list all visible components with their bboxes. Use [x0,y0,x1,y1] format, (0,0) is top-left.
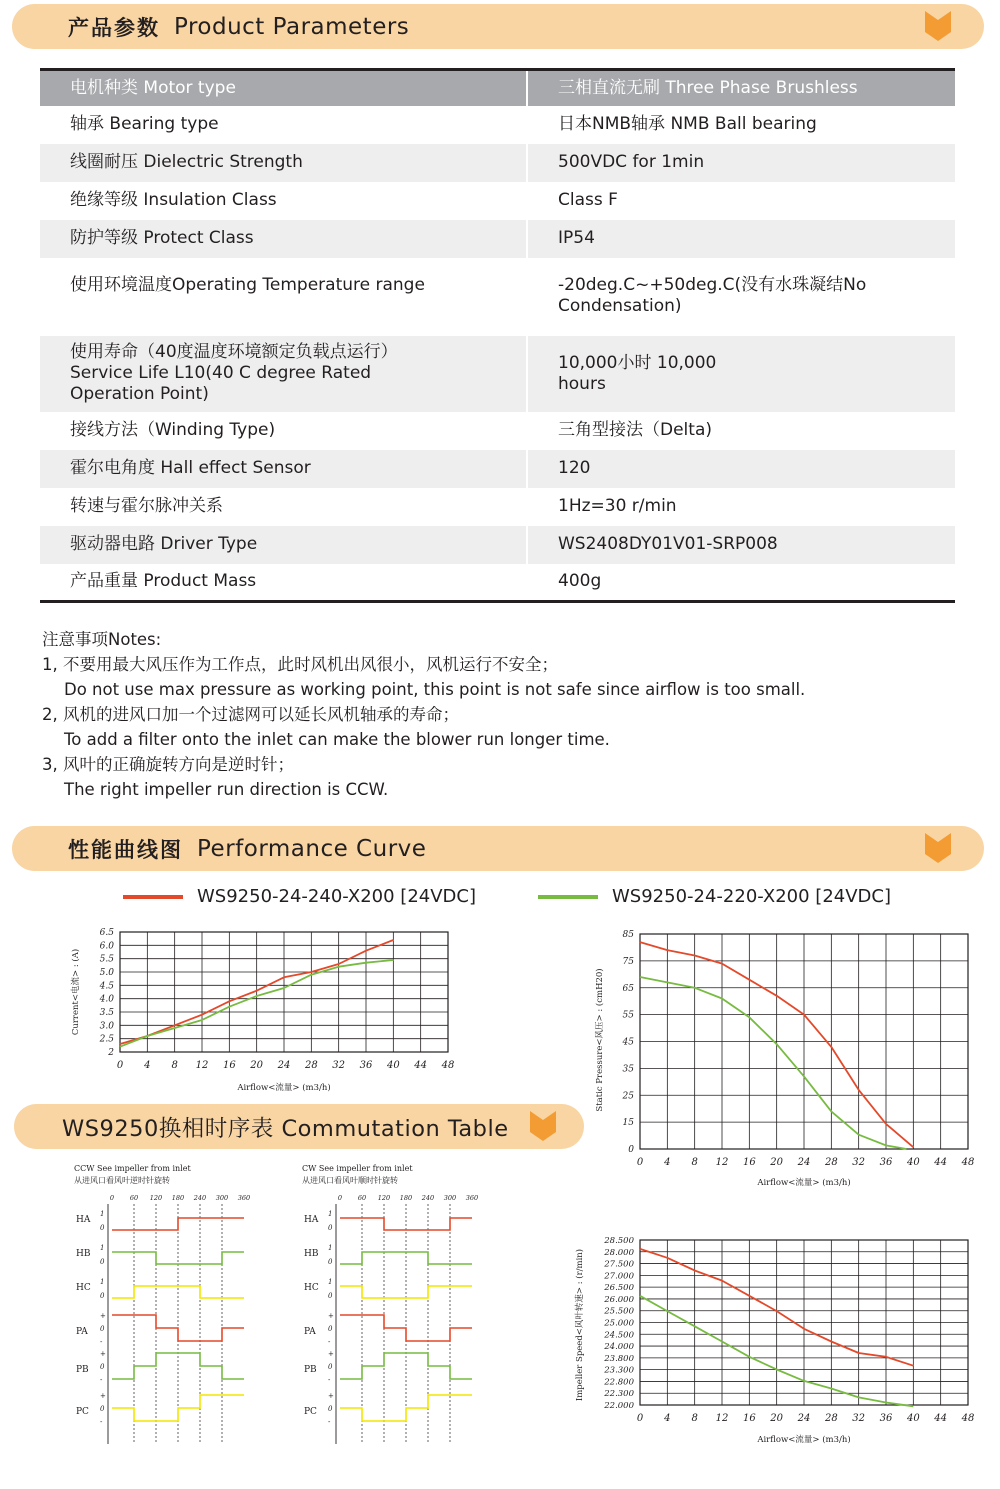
x-tick-label: 44 [414,1060,428,1071]
y-axis-label: Static Pressure<风压> : (cmH20) [595,968,605,1112]
y-tick-label: 24.500 [604,1330,634,1341]
x-tick-label: 4 [144,1060,151,1071]
y-axis-label: Current<电流> : (A) [71,948,81,1036]
legend-swatch-red [123,895,183,899]
section-title-zh: 产品参数 [68,14,160,40]
y-tick-label: 85 [622,930,634,940]
y-tick-label: 22.300 [604,1389,634,1400]
y-tick-label: 2.5 [99,1034,114,1045]
table-row [40,106,955,144]
signal-waveform [112,1218,244,1230]
table-cell-label: 线圈耐压 Dielectric Strength [40,144,527,182]
y-tick-label: 28.000 [604,1247,634,1258]
signal-label: HB [76,1249,91,1259]
y-tick-label: 25.500 [604,1306,634,1317]
angle-label: 120 [377,1194,391,1202]
diagram-title-zh: 从进风口看风叶逆时针旋转 [74,1176,170,1185]
level-label: 1 [100,1278,105,1286]
y-tick-label: 35 [622,1064,634,1075]
notes-title: 注意事项Notes: [42,630,162,649]
section-title: WS9250换相时序表 Commutation Table [62,1115,509,1142]
x-tick-label: 32 [332,1060,346,1071]
level-label: 0 [100,1292,105,1300]
y-tick-label: 6.0 [99,941,114,952]
x-tick-label: 20 [770,1413,784,1424]
angle-label: 360 [237,1194,251,1202]
pressure-vs-airflow-chart [590,920,980,1190]
level-label: 1 [328,1278,333,1286]
signal-waveform [340,1315,472,1341]
x-tick-label: 16 [222,1060,236,1071]
y-tick-label: 28.500 [604,1236,634,1246]
table-cell-label: 绝缘等级 Insulation Class [40,182,527,220]
note-zh: 3, 风叶的正确旋转方向是逆时针； [42,755,294,774]
level-label: 0 [100,1363,105,1371]
x-tick-label: 12 [715,1157,729,1168]
table-row [40,220,955,258]
x-tick-label: 20 [250,1060,264,1071]
x-tick-label: 16 [742,1157,756,1168]
legend-swatch-green [538,895,598,899]
note-zh: 2, 风机的进风口加一个过滤网可以延长风机轴承的寿命； [42,705,459,724]
table-cell-label: 转速与霍尔脉冲关系 [40,488,527,526]
level-label: 0 [328,1325,333,1333]
x-tick-label: 28 [824,1157,838,1168]
x-tick-label: 24 [797,1157,811,1168]
cw-commutation-diagram [298,1160,498,1450]
level-label: 0 [328,1258,333,1266]
section-title-zh: 性能曲线图 [68,836,183,862]
x-tick-label: 36 [879,1157,893,1168]
x-tick-label: 28 [824,1413,838,1424]
y-tick-label: 27.000 [604,1271,634,1282]
table-cell-value: 120 [527,450,955,488]
level-label: 0 [100,1325,105,1333]
table-cell-label: 电机种类 Motor type [40,70,527,106]
y-tick-label: 25.000 [604,1318,634,1329]
x-tick-label: 8 [691,1157,698,1168]
table-row [40,412,955,450]
signal-waveform [112,1395,244,1421]
x-tick-label: 28 [304,1060,318,1071]
diagram-title-zh: 从进风口看风叶顺时针旋转 [302,1176,398,1185]
note-en: The right impeller run direction is CCW. [64,780,389,799]
x-tick-label: 24 [797,1413,811,1424]
table-cell-label: 轴承 Bearing type [40,106,527,144]
level-label: + [100,1350,106,1358]
x-tick-label: 48 [441,1060,455,1071]
y-tick-label: 25 [622,1091,634,1102]
y-tick-label: 75 [622,956,634,967]
x-axis-label: Airflow<流量> (m3/h) [237,1083,331,1093]
table-row [40,526,955,564]
level-label: - [328,1418,331,1426]
table-cell-value: -20deg.C~+50deg.C(没有水珠凝结No Condensation) [558,274,867,316]
x-tick-label: 44 [934,1157,948,1168]
x-tick-label: 16 [742,1413,756,1424]
signal-label: HC [304,1283,319,1293]
y-tick-label: 0 [628,1145,634,1155]
x-tick-label: 32 [852,1413,866,1424]
y-tick-label: 5.5 [99,954,114,965]
x-tick-label: 12 [195,1060,209,1071]
y-tick-label: 26.500 [604,1283,634,1294]
x-tick-label: 32 [852,1157,866,1168]
angle-label: 240 [193,1194,207,1202]
chevron-badge-icon [925,833,951,863]
diagram-title-en: CW See impeller from inlet [302,1164,413,1173]
signal-label: PB [76,1365,89,1375]
level-label: 1 [328,1210,333,1218]
parameters-table [40,68,955,603]
y-tick-label: 4.5 [99,981,114,992]
x-tick-label: 0 [636,1157,644,1168]
table-cell-label: 接线方法（Winding Type) [40,412,527,450]
signal-label: PC [304,1407,317,1417]
x-tick-label: 24 [277,1060,291,1071]
level-label: 0 [100,1405,105,1413]
table-cell-value: 日本NMB轴承 NMB Ball bearing [558,114,817,134]
angle-label: 300 [443,1194,457,1202]
y-tick-label: 22.800 [604,1377,634,1388]
table-cell-value: 三角型接法（Delta) [558,420,712,440]
table-cell-value: 400g [558,571,602,592]
signal-label: HA [76,1215,91,1225]
level-label: + [328,1392,334,1400]
x-tick-label: 40 [906,1413,920,1424]
x-tick-label: 36 [879,1413,893,1424]
y-tick-label: 15 [622,1118,634,1129]
x-tick-label: 48 [961,1157,975,1168]
x-tick-label: 8 [691,1413,698,1424]
y-tick-label: 45 [622,1037,634,1048]
level-label: 0 [100,1258,105,1266]
level-label: 0 [328,1224,333,1232]
legend-series-2 [538,886,891,907]
angle-label: 360 [465,1194,479,1202]
level-label: - [100,1338,103,1346]
x-axis-label: Airflow<流量> (m3/h) [757,1178,851,1188]
y-tick-label: 3.5 [99,1008,114,1018]
y-tick-label: 3.0 [99,1021,114,1032]
level-label: 0 [328,1363,333,1371]
angle-label: 300 [215,1194,229,1202]
x-tick-label: 20 [770,1157,784,1168]
table-row [40,258,955,336]
note-en: To add a filter onto the inlet can make the blower run longer time. [64,730,610,749]
table-row [40,564,955,602]
level-label: 0 [100,1224,105,1232]
signal-waveform [112,1315,244,1341]
level-label: - [100,1418,103,1426]
table-row [40,488,955,526]
x-tick-label: 36 [359,1060,373,1071]
y-tick-label: 5.0 [99,968,114,978]
table-cell-value: IP54 [527,220,955,258]
signal-label: HB [304,1249,319,1259]
notes-block [42,627,805,802]
y-tick-label: 4.0 [99,994,114,1005]
level-label: + [100,1392,106,1400]
angle-label: 180 [171,1194,185,1202]
signal-label: HA [304,1215,319,1225]
section-banner-commutation-table [14,1104,584,1149]
y-tick-label: 6.5 [99,928,114,938]
table-cell-label: 霍尔电角度 Hall effect Sensor [40,450,527,488]
level-label: - [328,1376,331,1384]
x-tick-label: 0 [636,1413,644,1424]
y-tick-label: 24.000 [604,1342,634,1353]
table-row [40,450,955,488]
x-tick-label: 0 [116,1060,124,1071]
angle-label: 0 [337,1194,343,1202]
level-label: 1 [100,1244,105,1252]
table-cell-value: WS2408DY01V01-SRP008 [527,526,955,564]
y-axis-label: Impeller Speed<风叶转速> : (r/min) [575,1248,585,1402]
note-en: Do not use max pressure as working point, this point is not safe since airflow is too small. [64,680,806,699]
speed-vs-airflow-chart [570,1230,980,1450]
angle-label: 180 [399,1194,413,1202]
level-label: + [328,1312,334,1320]
section-banner-performance-curve [12,826,984,871]
y-tick-label: 26.000 [604,1294,634,1305]
x-tick-label: 40 [906,1157,920,1168]
signal-label: PC [76,1407,89,1417]
level-label: 0 [328,1292,333,1300]
x-tick-label: 8 [171,1060,178,1071]
level-label: + [328,1350,334,1358]
x-tick-label: 12 [715,1413,729,1424]
legend-label: WS9250-24-240-X200 [24VDC] [197,886,476,907]
chevron-badge-icon [530,1111,556,1141]
section-title-en: Performance Curve [197,835,427,862]
level-label: 1 [328,1244,333,1252]
x-tick-label: 4 [664,1413,671,1424]
angle-label: 60 [357,1194,367,1202]
table-cell-label: 使用环境温度Operating Temperature range [40,258,527,336]
table-header-row [40,70,955,106]
table-cell-label: 防护等级 Protect Class [40,220,527,258]
chevron-badge-icon [925,11,951,41]
note-zh: 1, 不要用最大风压作为工作点，此时风机出风很小，风机运行不安全； [42,655,558,674]
legend-series-1 [123,886,476,907]
level-label: - [328,1338,331,1346]
angle-label: 60 [129,1194,139,1202]
x-tick-label: 40 [386,1060,400,1071]
current-vs-airflow-chart [60,920,460,1100]
x-tick-label: 48 [961,1413,975,1424]
angle-label: 0 [109,1194,115,1202]
level-label: 0 [328,1405,333,1413]
y-tick-label: 2 [108,1048,114,1058]
signal-label: PB [304,1365,317,1375]
y-tick-label: 27.500 [604,1259,634,1270]
table-cell-value: 500VDC for 1min [527,144,955,182]
signal-label: PA [76,1327,88,1337]
y-tick-label: 55 [622,1010,634,1021]
table-cell-value: 1Hz=30 r/min [558,496,677,516]
angle-label: 120 [149,1194,163,1202]
y-tick-label: 65 [622,983,634,994]
table-cell-value: 10,000小时 10,000 hours [527,336,955,412]
signal-waveform [340,1395,472,1421]
x-tick-label: 44 [934,1413,948,1424]
level-label: 1 [100,1210,105,1218]
y-tick-label: 23.800 [604,1353,634,1364]
level-label: - [100,1376,103,1384]
x-tick-label: 4 [664,1157,671,1168]
legend-label: WS9250-24-220-X200 [24VDC] [612,886,891,907]
section-title-en: Product Parameters [174,13,410,40]
diagram-title-en: CCW See impeller from inlet [74,1164,191,1173]
table-row [40,336,955,412]
y-tick-label: 22.000 [604,1401,634,1411]
table-row [40,182,955,220]
y-tick-label: 23.300 [604,1365,634,1376]
level-label: + [100,1312,106,1320]
table-cell-label: 驱动器电路 Driver Type [40,526,527,564]
angle-label: 240 [421,1194,435,1202]
table-row [40,144,955,182]
table-cell-value: 三相直流无刷 Three Phase Brushless [527,70,955,106]
x-axis-label: Airflow<流量> (m3/h) [757,1435,851,1445]
series-line-green [640,977,907,1149]
signal-label: HC [76,1283,91,1293]
table-cell-label: 使用寿命（40度温度环境额定负载点运行） Service Life L10(40 C degree Rated Operation Point) [40,336,527,412]
table-cell-value: Class F [558,190,618,210]
section-banner-product-parameters [12,4,984,49]
signal-label: PA [304,1327,316,1337]
table-cell-label: 产品重量 Product Mass [40,564,527,602]
ccw-commutation-diagram [70,1160,270,1450]
